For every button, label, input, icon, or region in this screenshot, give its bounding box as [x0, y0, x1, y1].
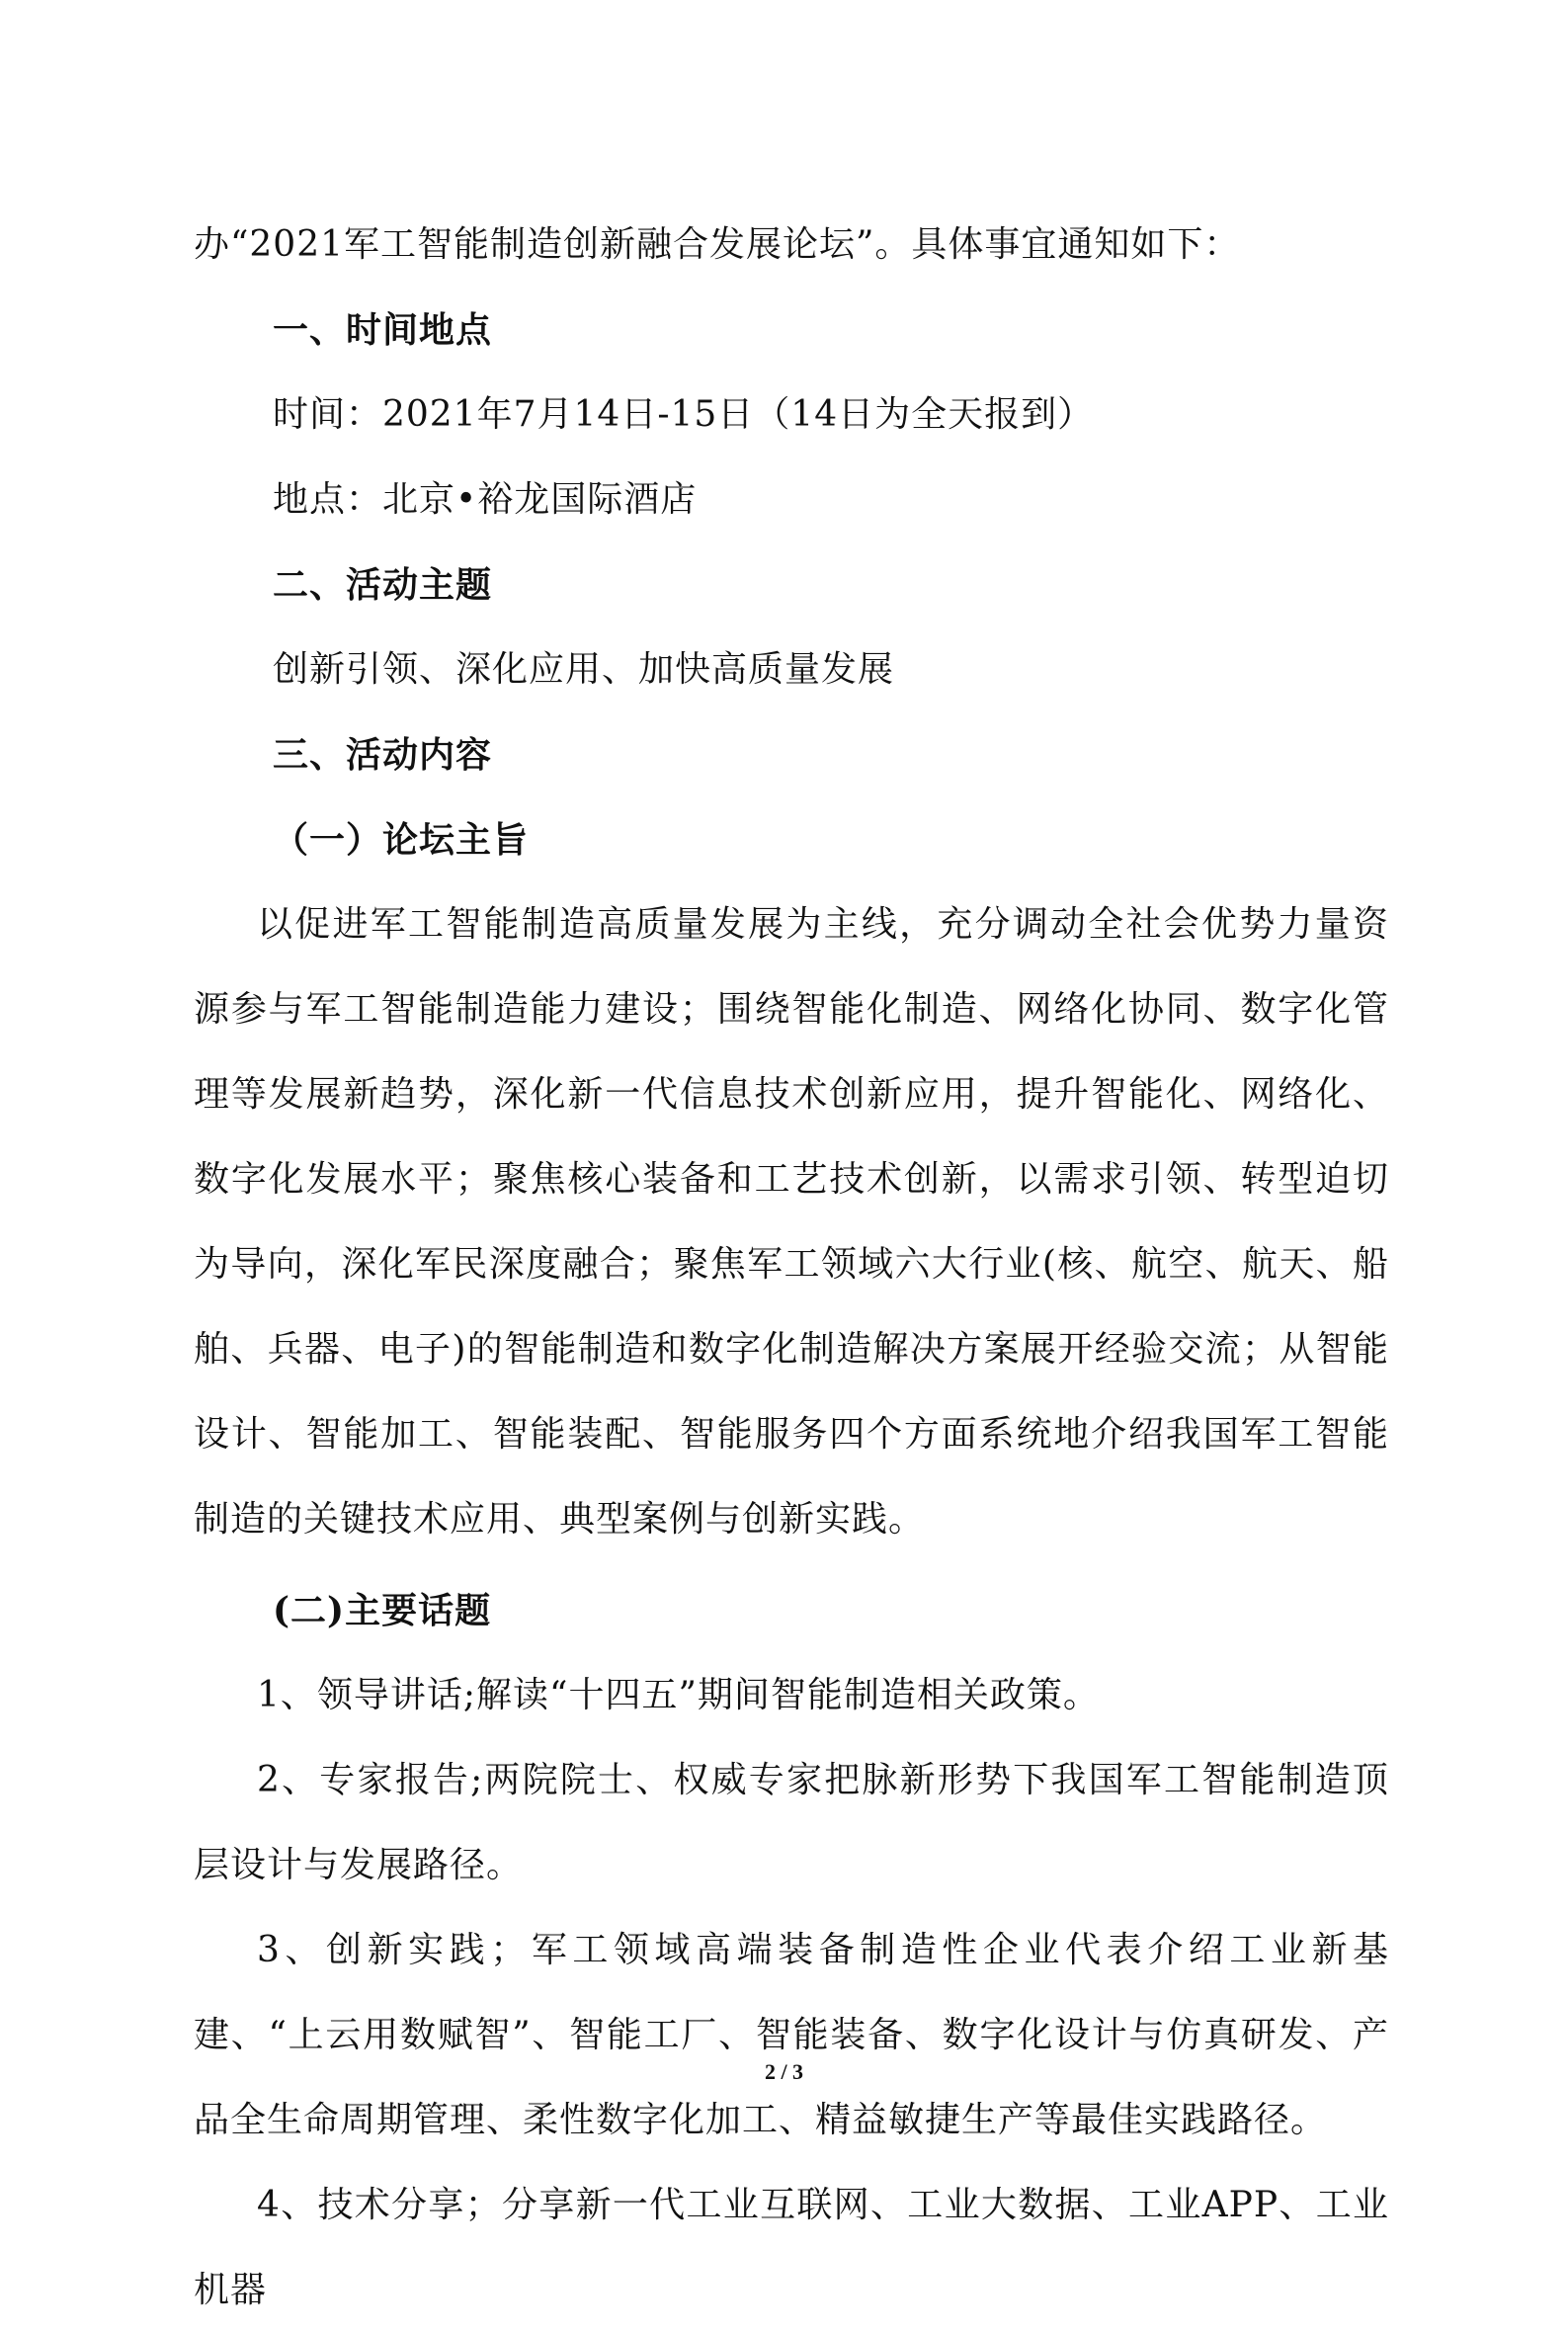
section-heading-time-place: 一、时间地点: [273, 309, 493, 351]
theme-line: 创新引领、深化应用、加快高质量发展: [273, 649, 895, 690]
topic-item-4: 4、技术分享；分享新一代工业互联网、工业大数据、工业APP、工业机器: [194, 2185, 1389, 2310]
time-line: 时间：2021年7月14日-15日（14日为全天报到）: [273, 394, 1095, 435]
section-heading-theme: 二、活动主题: [273, 564, 493, 606]
topic-item-2: 2、专家报告;两院院士、权威专家把脉新形势下我国军工智能制造顶层设计与发展路径。: [194, 1760, 1389, 1885]
subsection-heading-topics: (二)主要话题: [273, 1590, 492, 1631]
place-line: 地点：北京•裕龙国际酒店: [273, 479, 698, 520]
page-number: 2 / 3: [764, 2059, 804, 2084]
topic-item-1: 1、领导讲话;解读“十四五”期间智能制造相关政策。: [257, 1675, 1100, 1715]
section-heading-content: 三、活动内容: [273, 734, 493, 776]
purpose-paragraph: 以促进军工智能制造高质量发展为主线，充分调动全社会优势力量资源参与军工智能制造能力建设；围绕智能化制造、网络化协同、数字化管理等发展新趋势，深化新一代信息技术创新应用，提升智能化、网络化、数字化发展水平；聚焦核心装备和工艺技术创新，以需求引领、转型迫切为导向，深化军民深度融合；聚焦军工领域六大行业(核、航空、航天、船舶、兵器、电子)的智能制造和数字化制造解决方案展开经验交流；从智能设计、智能加工、智能装配、智能服务四个方面系统地介绍我国军工智能制造的关键技术应用、典型案例与创新实践。: [194, 904, 1389, 1540]
topic-item-3: 3、创新实践；军工领域高端装备制造性企业代表介绍工业新基建、“上云用数赋智”、智能工厂、智能装备、数字化设计与仿真研发、产品全生命周期管理、柔性数字化加工、精益敏捷生产等最佳实践路径。: [194, 1930, 1389, 2140]
document-body: [194, 203, 1389, 2333]
subsection-heading-purpose: （一）论坛主旨: [273, 819, 530, 861]
intro-line: 办“2021军工智能制造创新融合发展论坛”。具体事宜通知如下：: [194, 224, 1241, 265]
